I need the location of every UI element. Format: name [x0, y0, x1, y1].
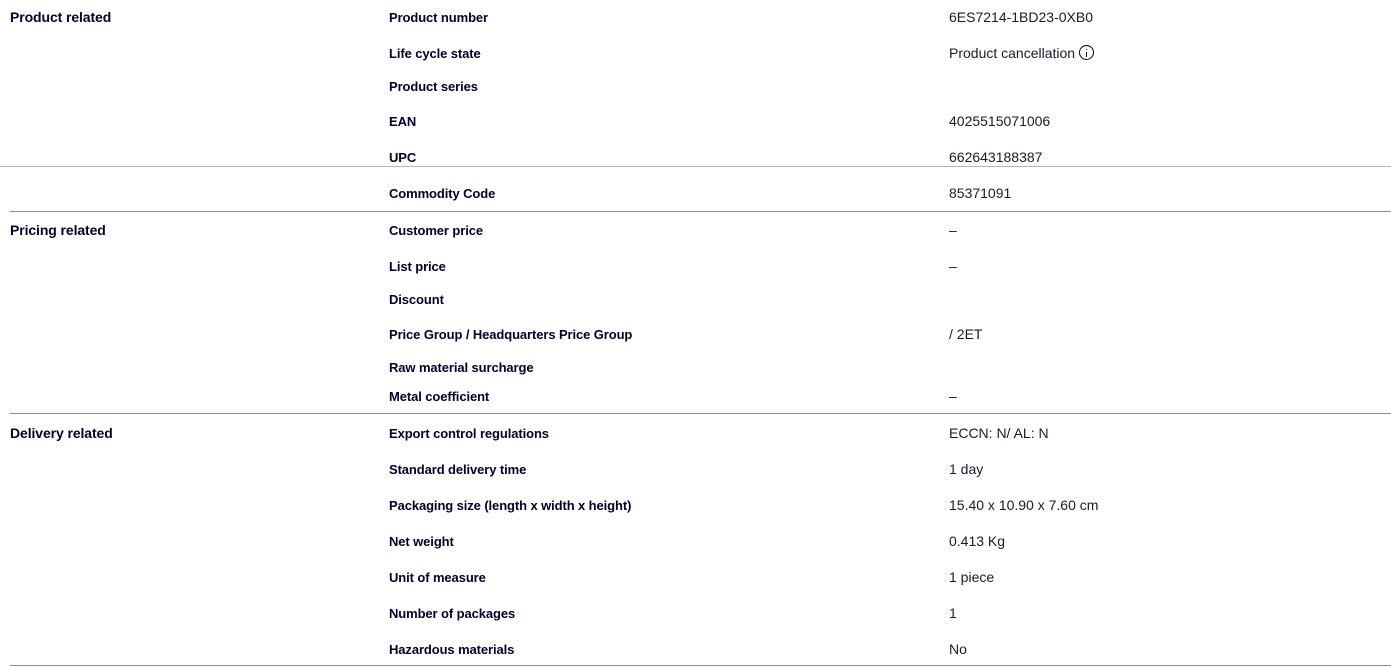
label-number-of-packages: Number of packages: [389, 606, 516, 621]
value-number-of-packages: 1: [949, 605, 957, 621]
label-discount: Discount: [389, 292, 444, 307]
label-product-number: Product number: [389, 10, 488, 25]
label-ean: EAN: [389, 114, 417, 129]
section-divider-pricing: [10, 413, 1391, 414]
label-packaging-size: Packaging size (length x width x height): [389, 498, 632, 513]
label-list-price: List price: [389, 259, 446, 274]
section-title-delivery: Delivery related: [10, 425, 113, 441]
label-export-control: Export control regulations: [389, 426, 549, 441]
section-divider-delivery: [10, 665, 1391, 666]
section-title-pricing: Pricing related: [10, 222, 106, 238]
value-standard-delivery-time: 1 day: [949, 461, 984, 477]
value-ean: 4025515071006: [949, 113, 1051, 129]
divider-upc: [0, 166, 1391, 167]
value-metal-coefficient: –: [949, 388, 957, 404]
label-life-cycle-state: Life cycle state: [389, 46, 481, 61]
life-cycle-text: Product cancellation: [949, 45, 1076, 61]
value-upc: 662643188387: [949, 149, 1043, 165]
value-hazardous-materials: No: [949, 641, 967, 657]
value-packaging-size: 15.40 x 10.90 x 7.60 cm: [949, 497, 1099, 513]
label-product-series: Product series: [389, 79, 478, 94]
section-title-product: Product related: [10, 9, 112, 25]
value-export-control: ECCN: N/ AL: N: [949, 425, 1049, 441]
value-customer-price: –: [949, 222, 957, 238]
value-product-number: 6ES7214-1BD23-0XB0: [949, 9, 1093, 25]
value-list-price: –: [949, 258, 957, 274]
value-unit-of-measure: 1 piece: [949, 569, 995, 585]
value-commodity-code: 85371091: [949, 185, 1012, 201]
label-commodity-code: Commodity Code: [389, 186, 496, 201]
info-icon[interactable]: [1079, 45, 1094, 60]
label-unit-of-measure: Unit of measure: [389, 570, 486, 585]
label-standard-delivery-time: Standard delivery time: [389, 462, 527, 477]
label-net-weight: Net weight: [389, 534, 454, 549]
label-upc: UPC: [389, 150, 417, 165]
section-divider-product: [10, 211, 1391, 212]
value-life-cycle-state: [949, 45, 1094, 61]
label-metal-coefficient: Metal coefficient: [389, 389, 490, 404]
value-net-weight: 0.413 Kg: [949, 533, 1006, 549]
value-price-group: / 2ET: [949, 326, 983, 342]
label-raw-material-surcharge: Raw material surcharge: [389, 360, 534, 375]
label-customer-price: Customer price: [389, 223, 483, 238]
label-hazardous-materials: Hazardous materials: [389, 642, 515, 657]
label-price-group: Price Group / Headquarters Price Group: [389, 327, 633, 342]
